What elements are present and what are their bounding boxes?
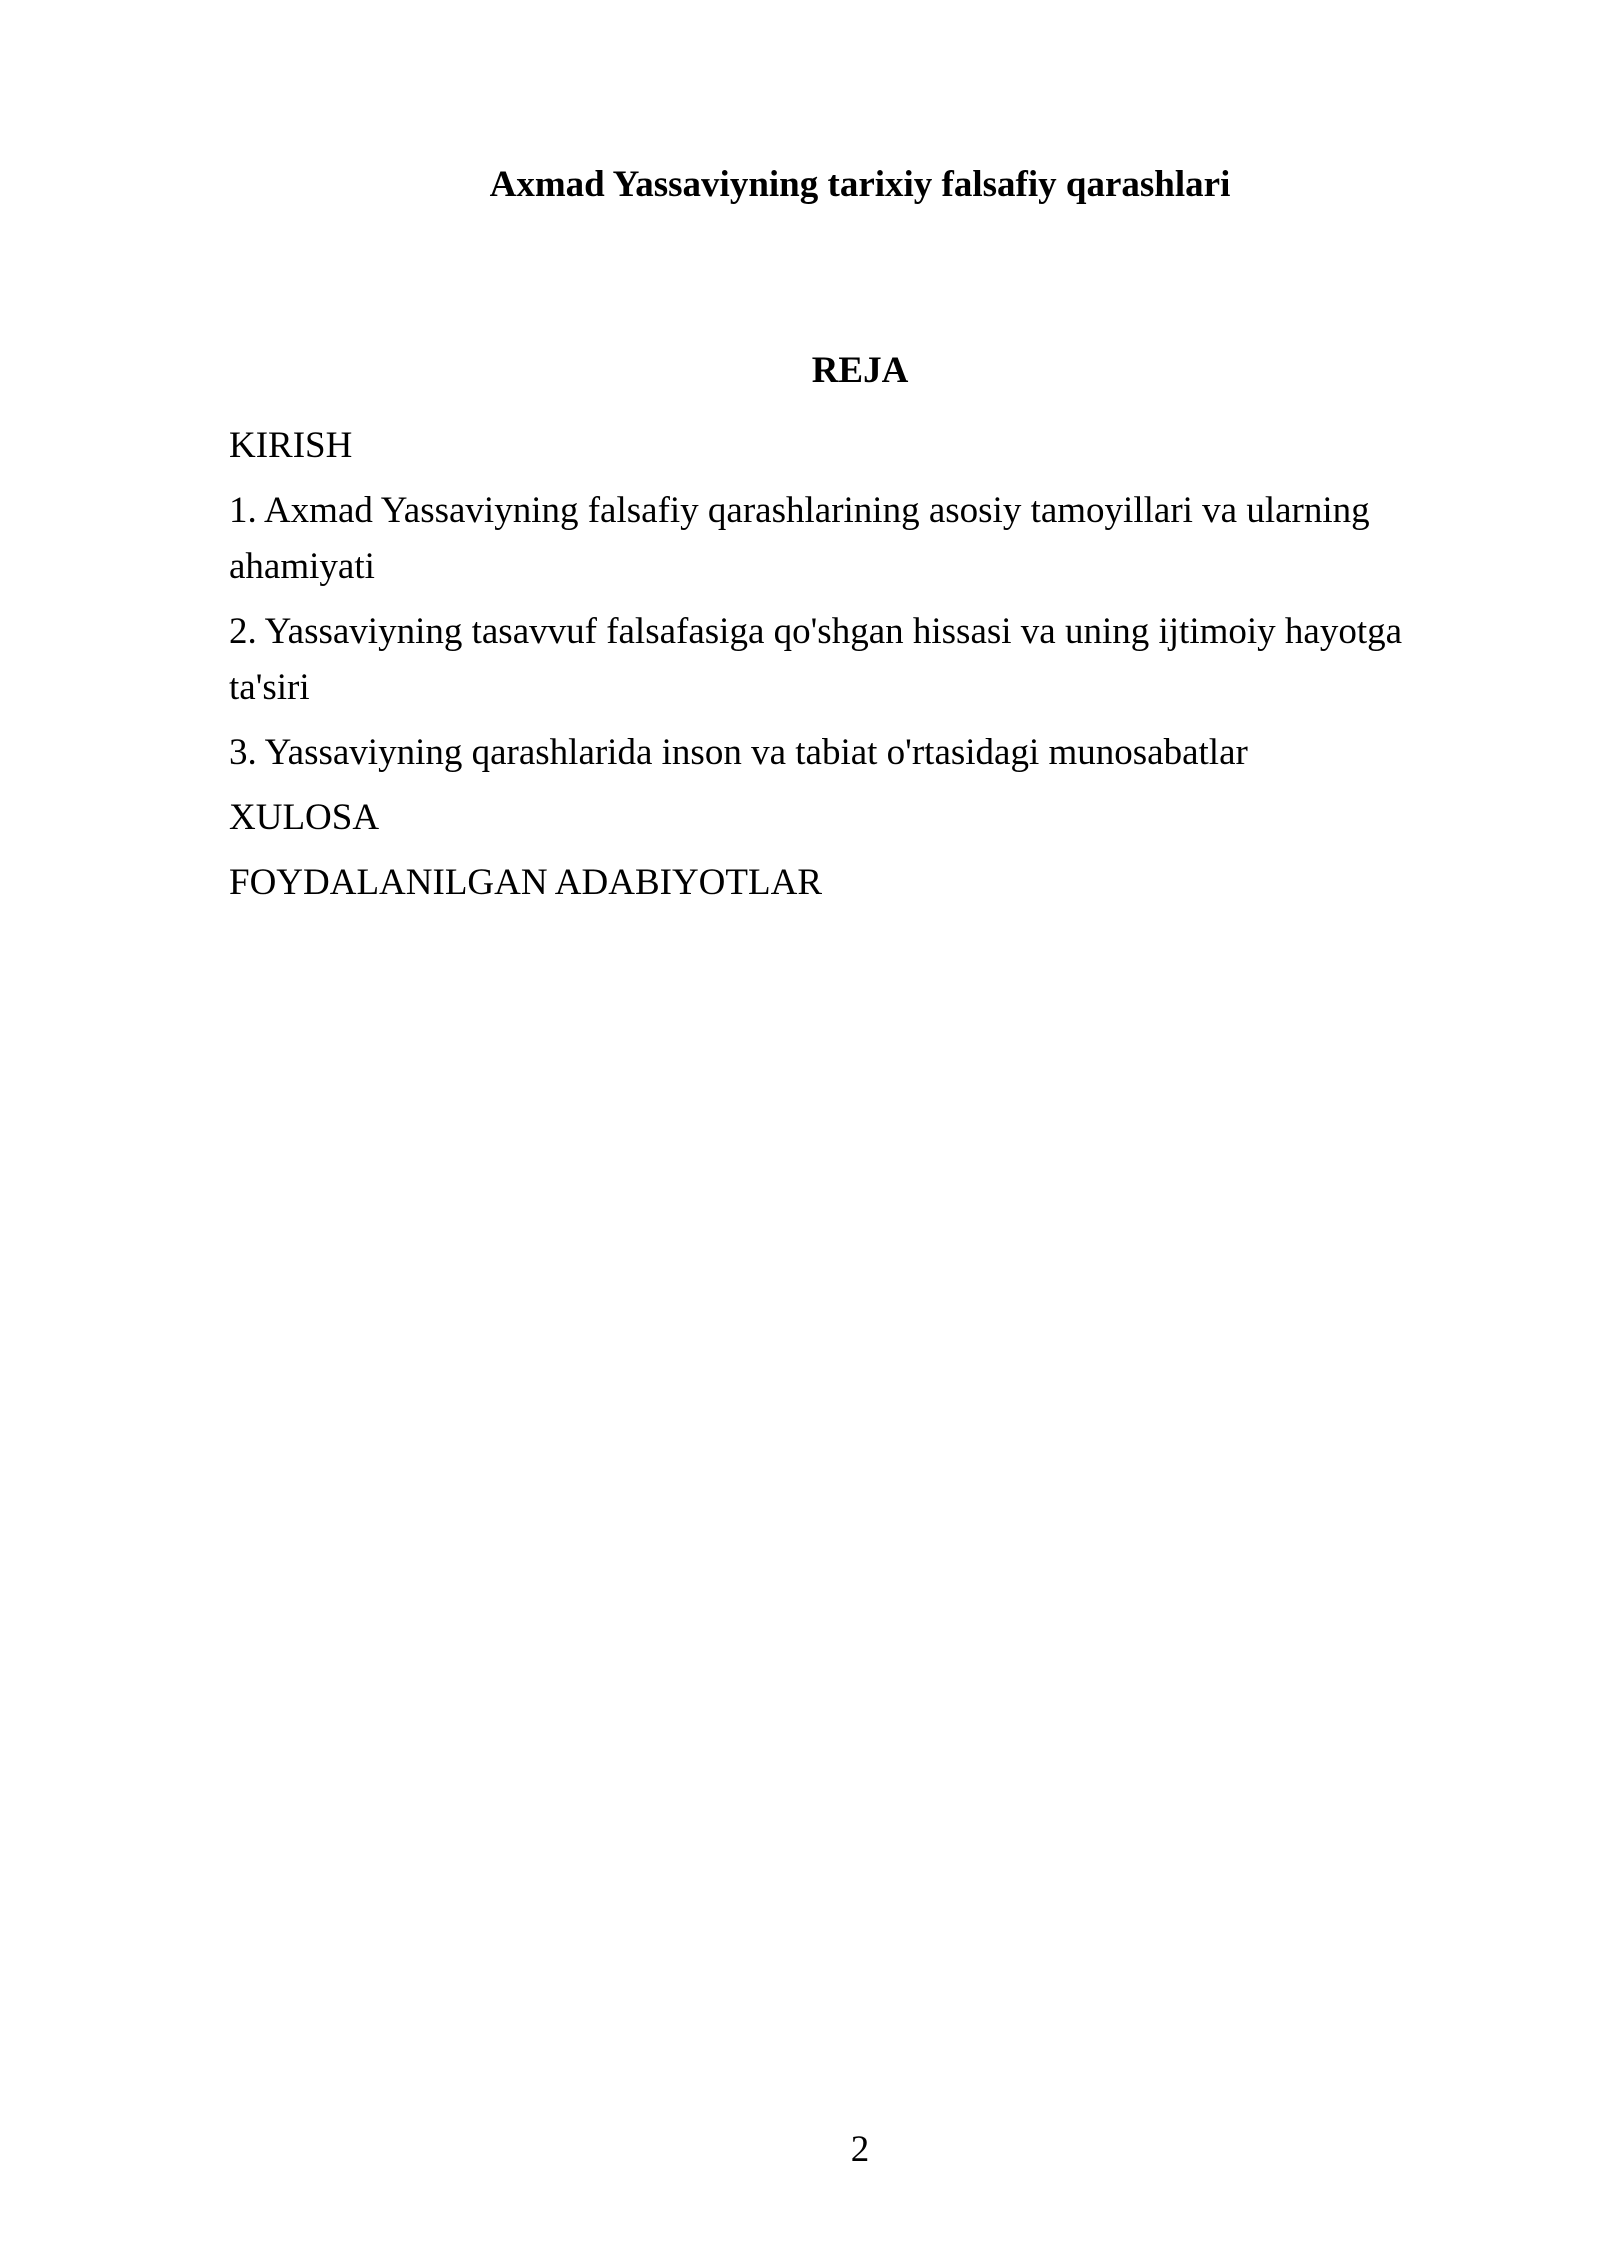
toc-item-intro: KIRISH (229, 425, 353, 466)
toc-item-conclusion: XULOSA (229, 797, 380, 838)
toc-item-references: FOYDALANILGAN ADABIYOTLAR (229, 862, 822, 903)
toc-item-1: 1. Axmad Yassaviyning falsafiy qarashlarining asosiy tamoyillari va ularning ahamiyati (229, 490, 1370, 587)
plan-heading: REJA (811, 350, 909, 391)
document-title: Axmad Yassaviyning tarixiy falsafiy qarashlari (489, 164, 1231, 205)
table-of-contents (229, 418, 1439, 920)
toc-item-2: 2. Yassaviyning tasavvuf falsafasiga qo'shgan hissasi va uning ijtimoiy hayotga ta'siri (229, 611, 1403, 708)
page-number: 2 (850, 2129, 870, 2170)
toc-item-3: 3. Yassaviyning qarashlarida inson va tabiat o'rtasidagi munosabatlar (229, 732, 1248, 773)
